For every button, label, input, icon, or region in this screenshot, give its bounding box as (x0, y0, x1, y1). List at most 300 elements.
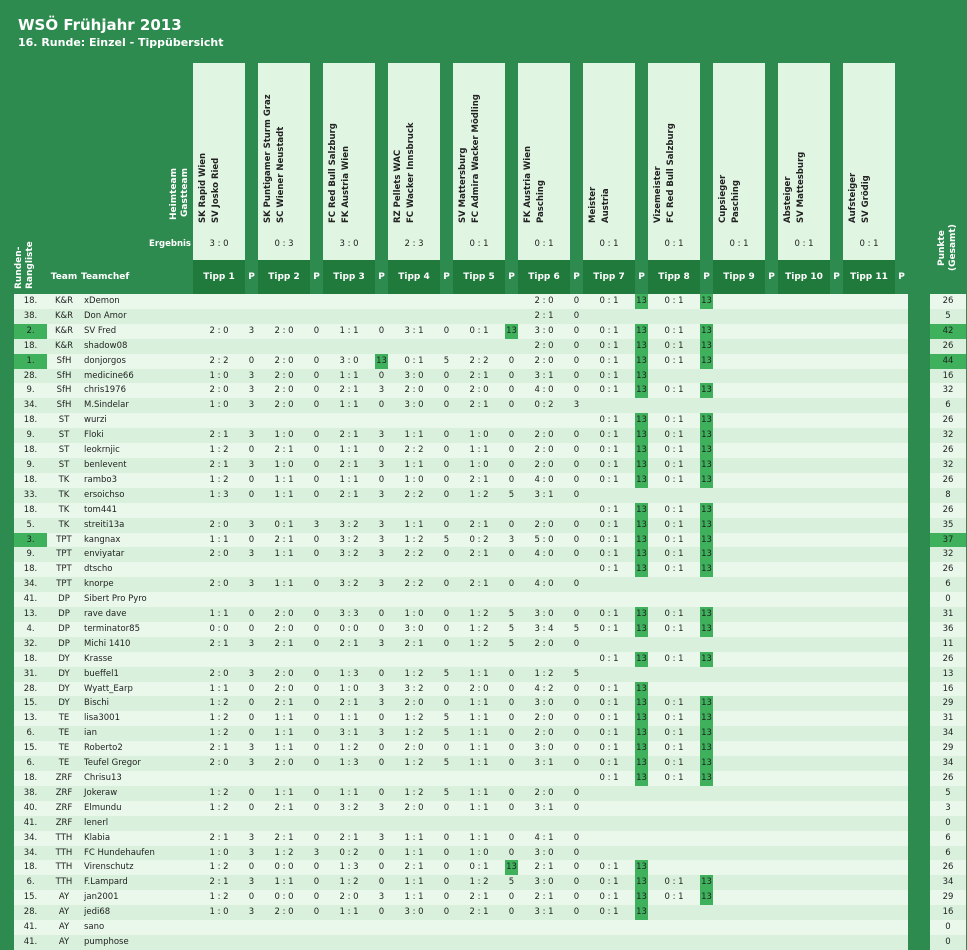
tip-cell (843, 667, 895, 682)
points-cell (895, 533, 908, 548)
tip-cell: 0 : 1 (583, 458, 635, 473)
teamchef-col-header: Teamchef (81, 260, 193, 294)
points-cell: 0 (440, 428, 453, 443)
points-cell: 13 (635, 383, 648, 398)
points-cell (765, 473, 778, 488)
points-cell: 3 (245, 905, 258, 920)
teamchef-cell: terminator85 (81, 622, 193, 637)
points-cell (895, 547, 908, 562)
tip-cell: 2 : 1 (453, 547, 505, 562)
points-cell: 13 (635, 696, 648, 711)
tip-cell: 1 : 0 (388, 473, 440, 488)
tip-cell (453, 562, 505, 577)
match-result: 0 : 3 (258, 229, 310, 260)
gap-cell (908, 726, 930, 741)
teamchef-cell: sano (81, 920, 193, 935)
tip-cell (778, 443, 830, 458)
teamchef-cell: Elmundu (81, 801, 193, 816)
points-cell: 0 (505, 428, 518, 443)
points-cell: 0 (310, 398, 323, 413)
tip-cell: 1 : 1 (453, 741, 505, 756)
tip-cell (583, 831, 635, 846)
tip-cell: 1 : 2 (453, 875, 505, 890)
points-cell (895, 741, 908, 756)
points-cell: 0 (310, 473, 323, 488)
tip-cell (648, 682, 700, 697)
points-cell (375, 503, 388, 518)
points-cell: 0 (505, 801, 518, 816)
points-cell: 0 (375, 860, 388, 875)
tip-cell (778, 786, 830, 801)
points-cell: 13 (700, 696, 713, 711)
table-row (14, 860, 966, 875)
match-home-team: Vizemeister (653, 166, 663, 224)
tip-cell: 2 : 1 (453, 518, 505, 533)
rank-cell: 34. (14, 577, 47, 592)
tip-cell (778, 890, 830, 905)
result-p-spacer (700, 229, 713, 260)
rank-cell: 38. (14, 786, 47, 801)
tip-cell: 0 : 1 (583, 354, 635, 369)
table-row (14, 443, 966, 458)
points-cell (895, 696, 908, 711)
tip-cell: 2 : 1 (193, 741, 245, 756)
points-cell (895, 846, 908, 861)
points-cell (895, 294, 908, 309)
points-cell: 13 (700, 413, 713, 428)
points-cell: 0 (245, 786, 258, 801)
tip-cell (258, 503, 310, 518)
points-cell: 0 (245, 607, 258, 622)
tipp-col-header: Tipp 10 (778, 260, 830, 294)
tip-cell (258, 920, 310, 935)
points-cell: 0 (375, 473, 388, 488)
tip-cell: 4 : 0 (518, 577, 570, 592)
gap-cell (908, 562, 930, 577)
points-cell: 13 (635, 562, 648, 577)
points-cell (765, 533, 778, 548)
points-cell (830, 577, 843, 592)
match-header-p-spacer (765, 63, 778, 229)
points-cell (895, 711, 908, 726)
points-cell (765, 786, 778, 801)
teamchef-cell: F.Lampard (81, 875, 193, 890)
points-cell (830, 458, 843, 473)
points-cell (440, 503, 453, 518)
tip-cell (843, 801, 895, 816)
tip-cell: 0 : 1 (583, 503, 635, 518)
rank-cell: 13. (14, 607, 47, 622)
tip-cell: 0 : 1 (453, 324, 505, 339)
gap-cell (908, 383, 930, 398)
points-cell: 3 (245, 756, 258, 771)
tip-cell: 2 : 1 (323, 488, 375, 503)
points-cell (830, 711, 843, 726)
rank-cell: 1. (14, 354, 47, 369)
table-row (14, 354, 966, 369)
tip-cell: 0 : 1 (583, 905, 635, 920)
points-cell: 13 (635, 875, 648, 890)
tip-cell: 1 : 1 (388, 428, 440, 443)
points-cell (635, 398, 648, 413)
points-cell (635, 577, 648, 592)
tip-cell: 3 : 1 (323, 726, 375, 741)
tip-cell: 4 : 0 (518, 547, 570, 562)
gap-cell (908, 905, 930, 920)
total-points-cell: 42 (930, 324, 966, 339)
points-cell (375, 652, 388, 667)
points-cell: 0 (505, 369, 518, 384)
points-cell (570, 935, 583, 950)
points-cell: 13 (635, 443, 648, 458)
tip-cell (193, 294, 245, 309)
tip-cell (453, 771, 505, 786)
points-cell: 13 (635, 890, 648, 905)
tip-cell: 2 : 1 (323, 696, 375, 711)
tip-cell (388, 309, 440, 324)
team-cell: TK (47, 503, 81, 518)
points-cell: 0 (570, 443, 583, 458)
points-cell: 0 (570, 488, 583, 503)
tip-cell (713, 935, 765, 950)
tip-cell: 1 : 0 (453, 458, 505, 473)
total-points-cell: 31 (930, 711, 966, 726)
tip-cell (258, 816, 310, 831)
table-row (14, 920, 966, 935)
tip-cell (713, 622, 765, 637)
gap-cell (908, 756, 930, 771)
points-cell (895, 383, 908, 398)
tip-cell: 0 : 1 (583, 890, 635, 905)
tip-cell: 0 : 1 (648, 771, 700, 786)
points-cell: 13 (700, 756, 713, 771)
points-cell (440, 339, 453, 354)
total-points-cell: 29 (930, 696, 966, 711)
tip-cell (713, 920, 765, 935)
points-cell (245, 309, 258, 324)
points-cell: 0 (310, 383, 323, 398)
tip-cell: 1 : 1 (453, 711, 505, 726)
rank-cell: 34. (14, 831, 47, 846)
gap-cell (908, 413, 930, 428)
table-row (14, 592, 966, 607)
points-cell (830, 786, 843, 801)
points-cell: 3 (505, 533, 518, 548)
tip-cell (778, 547, 830, 562)
tip-cell (518, 935, 570, 950)
rank-cell: 18. (14, 473, 47, 488)
points-cell: 13 (635, 741, 648, 756)
points-cell (765, 622, 778, 637)
tip-cell (843, 562, 895, 577)
total-points-cell: 26 (930, 294, 966, 309)
tip-cell: 2 : 1 (258, 801, 310, 816)
points-cell (700, 577, 713, 592)
table-row (14, 890, 966, 905)
points-cell: 0 (505, 682, 518, 697)
tip-cell: 0 : 1 (648, 875, 700, 890)
home-away-legend (81, 63, 193, 229)
points-cell: 3 (245, 398, 258, 413)
rank-cell: 40. (14, 801, 47, 816)
tip-cell (193, 562, 245, 577)
points-cell: 0 (310, 667, 323, 682)
tip-cell: 0 : 1 (583, 726, 635, 741)
tip-cell: 3 : 2 (323, 577, 375, 592)
tip-cell: 2 : 1 (323, 831, 375, 846)
tip-cell: 2 : 0 (258, 905, 310, 920)
points-cell (765, 682, 778, 697)
tip-cell (778, 801, 830, 816)
points-cell (505, 413, 518, 428)
tip-cell (843, 518, 895, 533)
table-row (14, 339, 966, 354)
points-cell: 0 (310, 369, 323, 384)
tip-cell: 1 : 2 (518, 667, 570, 682)
gap-cell (908, 741, 930, 756)
match-home-team: Meister (588, 186, 598, 224)
points-cell (830, 562, 843, 577)
tip-cell (843, 324, 895, 339)
tip-cell: 0 : 1 (648, 473, 700, 488)
tip-cell: 2 : 1 (453, 473, 505, 488)
points-cell (765, 339, 778, 354)
points-cell: 13 (635, 711, 648, 726)
tip-cell (258, 562, 310, 577)
tip-cell (843, 443, 895, 458)
table-row (14, 562, 966, 577)
rank-cell: 34. (14, 398, 47, 413)
points-cell: 0 (375, 711, 388, 726)
match-result: 0 : 1 (843, 229, 895, 260)
points-cell: 0 (310, 682, 323, 697)
tip-cell (193, 592, 245, 607)
tip-cell: 1 : 3 (323, 667, 375, 682)
points-cell (895, 339, 908, 354)
tip-cell: 2 : 0 (193, 324, 245, 339)
result-p-spacer (635, 229, 648, 260)
match-header-1 (193, 63, 245, 229)
tip-cell (843, 383, 895, 398)
tip-cell (388, 920, 440, 935)
points-cell: 13 (700, 890, 713, 905)
tip-cell: 1 : 2 (258, 846, 310, 861)
points-cell (895, 458, 908, 473)
tip-cell: 2 : 1 (193, 458, 245, 473)
points-cell: 0 (245, 696, 258, 711)
points-cell: 13 (375, 354, 388, 369)
tip-cell: 3 : 0 (518, 607, 570, 622)
points-cell: 0 (570, 786, 583, 801)
match-home-team: FK Austria Wien (523, 146, 533, 224)
tip-cell: 0 : 1 (583, 607, 635, 622)
points-cell: 13 (700, 607, 713, 622)
tip-cell (258, 935, 310, 950)
points-cell (830, 503, 843, 518)
tip-cell (778, 309, 830, 324)
points-cell: 0 (570, 875, 583, 890)
points-cell (505, 935, 518, 950)
team-cell: K&R (47, 294, 81, 309)
tip-cell (713, 860, 765, 875)
teamchef-cell: SV Fred (81, 324, 193, 339)
tip-cell: 0 : 1 (648, 324, 700, 339)
tip-cell (713, 875, 765, 890)
tip-cell: 1 : 1 (388, 875, 440, 890)
result-p-spacer (245, 229, 258, 260)
points-cell: 0 (310, 875, 323, 890)
gap-cell (908, 294, 930, 309)
tip-cell: 2 : 1 (388, 860, 440, 875)
points-cell: 13 (635, 756, 648, 771)
tip-cell (843, 622, 895, 637)
tip-cell (648, 935, 700, 950)
points-cell: 0 (505, 577, 518, 592)
tip-cell: 3 : 0 (388, 398, 440, 413)
tip-cell: 1 : 1 (258, 547, 310, 562)
tip-cell: 0 : 1 (648, 547, 700, 562)
points-cell: 0 (570, 533, 583, 548)
tip-cell: 2 : 0 (518, 428, 570, 443)
tip-cell: 4 : 1 (518, 831, 570, 846)
points-cell: 0 (440, 398, 453, 413)
points-cell (895, 786, 908, 801)
tip-cell: 1 : 2 (193, 890, 245, 905)
tip-cell (713, 354, 765, 369)
match-home-team: SK Rapid Wien (198, 152, 208, 224)
tip-cell (713, 682, 765, 697)
points-cell: 0 (570, 637, 583, 652)
tip-cell (648, 488, 700, 503)
gap-cell (908, 339, 930, 354)
tip-cell: 1 : 1 (453, 696, 505, 711)
points-cell: 0 (245, 801, 258, 816)
points-cell (895, 309, 908, 324)
match-header-p-spacer (700, 63, 713, 229)
team-cell: ZRF (47, 816, 81, 831)
points-cell: 0 (505, 547, 518, 562)
result-p-spacer (570, 229, 583, 260)
tip-cell (843, 860, 895, 875)
total-points-cell: 6 (930, 577, 966, 592)
points-cell (830, 652, 843, 667)
points-cell (765, 771, 778, 786)
total-points-cell: 34 (930, 756, 966, 771)
match-away-team: Austria (601, 188, 611, 224)
gap-spacer (908, 63, 930, 229)
match-result: 0 : 1 (778, 229, 830, 260)
tip-cell (713, 592, 765, 607)
teamchef-cell: shadow08 (81, 339, 193, 354)
points-cell: 13 (700, 726, 713, 741)
tip-cell: 0 : 1 (583, 339, 635, 354)
rank-cell: 41. (14, 816, 47, 831)
points-cell (830, 443, 843, 458)
points-cell (440, 920, 453, 935)
match-header-5 (453, 63, 505, 229)
tip-cell: 0 : 1 (583, 443, 635, 458)
tip-cell (778, 875, 830, 890)
result-p-spacer (830, 229, 843, 260)
page-title: WSÖ Frühjahr 2013 (18, 16, 182, 34)
points-cell (830, 488, 843, 503)
match-header-p-spacer (895, 63, 908, 229)
points-cell (765, 726, 778, 741)
points-cell (310, 562, 323, 577)
tip-cell (843, 890, 895, 905)
gap-cell (908, 428, 930, 443)
points-cell: 0 (570, 354, 583, 369)
points-cell: 0 (570, 846, 583, 861)
tip-cell (648, 398, 700, 413)
teamchef-cell: Virenschutz (81, 860, 193, 875)
rank-cell: 28. (14, 905, 47, 920)
tip-cell: 2 : 0 (258, 369, 310, 384)
table-row (14, 488, 966, 503)
points-cell: 0 (375, 741, 388, 756)
points-cell (505, 816, 518, 831)
points-cell (635, 935, 648, 950)
points-cell (700, 801, 713, 816)
points-cell (895, 354, 908, 369)
teamchef-cell: FC Hundehaufen (81, 846, 193, 861)
match-away-team: Pasching (536, 180, 546, 224)
tip-cell: 0 : 0 (258, 860, 310, 875)
points-cell: 0 (310, 324, 323, 339)
points-cell: 0 (505, 786, 518, 801)
total-points-cell: 6 (930, 846, 966, 861)
points-cell: 0 (505, 711, 518, 726)
points-cell: 0 (440, 369, 453, 384)
tip-cell: 0 : 1 (583, 756, 635, 771)
tip-cell: 2 : 2 (453, 354, 505, 369)
points-cell: 0 (310, 443, 323, 458)
tip-cell (713, 294, 765, 309)
tip-cell: 2 : 1 (193, 428, 245, 443)
tip-cell: 0 : 0 (323, 622, 375, 637)
tip-cell: 2 : 0 (518, 518, 570, 533)
points-cell (310, 935, 323, 950)
match-result: 0 : 1 (713, 229, 765, 260)
tip-cell (518, 503, 570, 518)
points-cell: 0 (570, 383, 583, 398)
tip-cell (323, 935, 375, 950)
tip-cell (843, 607, 895, 622)
tip-cell: 1 : 1 (453, 726, 505, 741)
points-cell: 3 (310, 518, 323, 533)
points-cell: 3 (375, 383, 388, 398)
points-cell (505, 920, 518, 935)
points-cell: 13 (635, 622, 648, 637)
tip-cell (778, 413, 830, 428)
team-cell: K&R (47, 339, 81, 354)
tip-cell (518, 592, 570, 607)
points-cell (310, 920, 323, 935)
points-cell: 3 (245, 875, 258, 890)
tip-cell: 1 : 2 (193, 711, 245, 726)
tip-cell (323, 413, 375, 428)
tip-cell: 0 : 1 (583, 547, 635, 562)
tip-cell (778, 756, 830, 771)
total-points-cell: 6 (930, 398, 966, 413)
points-cell: 0 (440, 905, 453, 920)
tip-cell: 1 : 3 (193, 488, 245, 503)
tip-cell (843, 786, 895, 801)
tip-cell: 3 : 1 (518, 801, 570, 816)
tip-cell: 1 : 1 (388, 458, 440, 473)
table-row (14, 547, 966, 562)
points-cell: 0 (375, 786, 388, 801)
